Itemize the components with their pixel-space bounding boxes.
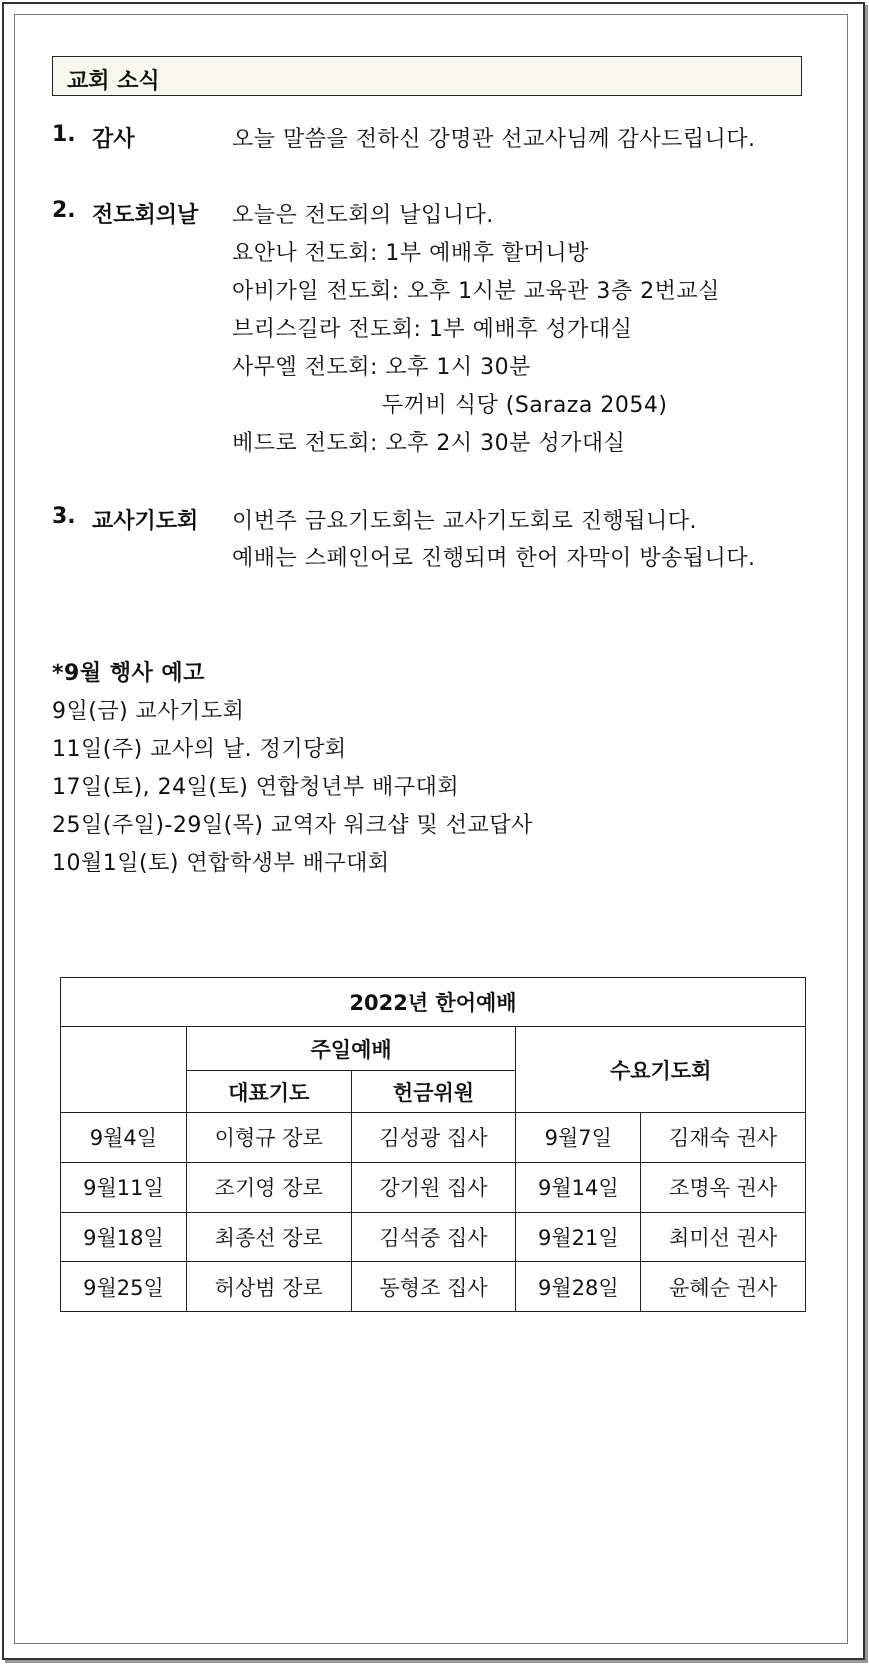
item-line: 오늘 말씀을 전하신 강명관 선교사님께 감사드립니다.: [232, 127, 756, 152]
prayer-cell: 이형규 장로: [186, 1113, 351, 1163]
wednesday-date-cell: 9월7일: [516, 1113, 641, 1163]
event-line: 10월1일(토) 연합학생부 배구대회: [52, 851, 390, 876]
wednesday-leader-cell: 윤혜순 권사: [641, 1262, 806, 1312]
offering-cell: 김성광 집사: [351, 1113, 516, 1163]
sunday-date-cell: 9월25일: [61, 1262, 187, 1312]
table-row: [61, 1113, 806, 1163]
item-line: 두꺼비 식당 (Saraza 2054): [382, 393, 668, 418]
item-heading: 감사: [92, 127, 135, 152]
item-number: 2.: [52, 198, 76, 223]
table-caption: 2022년 한어예배: [61, 978, 806, 1027]
wednesday-leader-cell: 김재숙 권사: [641, 1113, 806, 1163]
table-row: [61, 1212, 806, 1262]
section-header: [52, 56, 802, 96]
events-title: *9월 행사 예고: [52, 661, 205, 686]
item-line: 아비가일 전도회: 오후 1시분 교육관 3층 2번교실: [232, 279, 720, 304]
schedule-table: [60, 977, 806, 1312]
section-title: 교회 소식: [67, 69, 160, 94]
item-line: 요안나 전도회: 1부 예배후 할머니방: [232, 241, 589, 266]
sunday-date-cell: 9월11일: [61, 1162, 187, 1212]
sunday-date-cell: 9월18일: [61, 1212, 187, 1262]
wednesday-date-cell: 9월28일: [516, 1262, 641, 1312]
prayer-cell: 조기영 장로: [186, 1162, 351, 1212]
event-line: 11일(주) 교사의 날. 정기당회: [52, 737, 347, 762]
event-line: 9일(금) 교사기도회: [52, 699, 245, 724]
item-line: 베드로 전도회: 오후 2시 30분 성가대실: [232, 431, 626, 456]
wednesday-date-cell: 9월21일: [516, 1212, 641, 1262]
sunday-service-header: 주일예배: [186, 1027, 516, 1071]
event-line: 17일(토), 24일(토) 연합청년부 배구대회: [52, 775, 460, 800]
offering-cell: 동형조 집사: [351, 1262, 516, 1312]
item-line: 브리스길라 전도회: 1부 예배후 성가대실: [232, 317, 633, 342]
wednesday-prayer-header: 수요기도회: [516, 1027, 806, 1113]
representative-prayer-header: 대표기도: [186, 1071, 351, 1113]
wednesday-leader-cell: 최미선 권사: [641, 1212, 806, 1262]
wednesday-date-cell: 9월14일: [516, 1162, 641, 1212]
event-line: 25일(주일)-29일(목) 교역자 워크샵 및 선교답사: [52, 813, 533, 838]
offering-committee-header: 헌금위원: [351, 1071, 516, 1113]
item-number: 3.: [52, 504, 76, 529]
prayer-cell: 허상범 장로: [186, 1262, 351, 1312]
offering-cell: 강기원 집사: [351, 1162, 516, 1212]
table-row: [61, 1162, 806, 1212]
item-line: 예배는 스페인어로 진행되며 한어 자막이 방송됩니다.: [232, 546, 756, 571]
item-number: 1.: [52, 122, 76, 147]
prayer-cell: 최종선 장로: [186, 1212, 351, 1262]
blank-header-cell: [61, 1027, 187, 1113]
item-heading: 교사기도회: [92, 509, 199, 534]
wednesday-leader-cell: 조명옥 권사: [641, 1162, 806, 1212]
sunday-date-cell: 9월4일: [61, 1113, 187, 1163]
item-line: 이번주 금요기도회는 교사기도회로 진행됩니다.: [232, 509, 698, 534]
offering-cell: 김석중 집사: [351, 1212, 516, 1262]
item-line: 오늘은 전도회의 날입니다.: [232, 203, 494, 228]
item-line: 사무엘 전도회: 오후 1시 30분: [232, 355, 531, 380]
table-row: [61, 1262, 806, 1312]
item-heading: 전도회의날: [92, 203, 199, 228]
